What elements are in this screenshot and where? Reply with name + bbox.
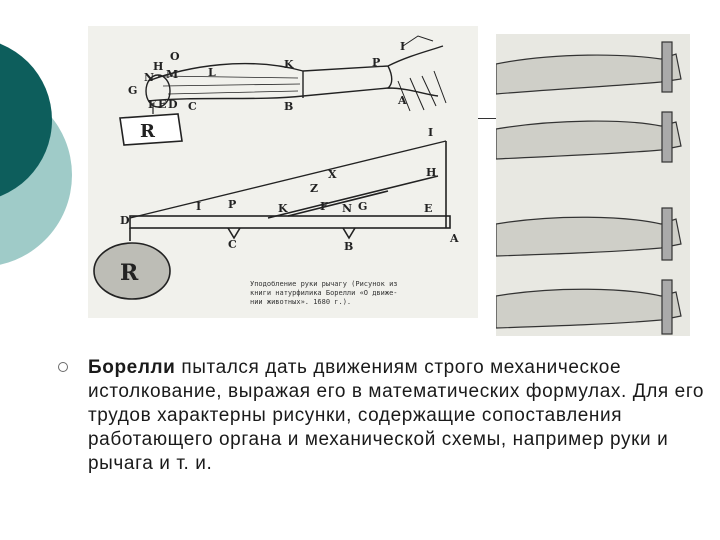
bullet-body: пытался дать движениям строго механическое истолкование, выражая его в математических формулах. Для его трудов характерны рисунки, содержащие сопоставления работающего органа и механической схемы, например руки и рычага и т. и. (88, 357, 705, 474)
label-Z-bottom: Z (310, 182, 319, 195)
label-C-top: C (188, 100, 197, 113)
label-O-top: O (170, 50, 180, 63)
lever-schematic (130, 141, 450, 241)
figure-connector-line (478, 118, 496, 119)
label-F-bottom: F (320, 200, 328, 213)
label-K-top: K (284, 58, 294, 71)
label-I-bottom-right: I (428, 126, 434, 139)
forearm-drawing-3 (496, 208, 681, 260)
forearm-drawing-1 (496, 42, 681, 94)
label-N-top: N (144, 71, 155, 84)
label-I-top: I (400, 40, 406, 53)
label-D-top: D (168, 98, 178, 111)
forearm-drawing-2 (496, 112, 681, 162)
figure-caption: Уподобление руки рычагу (Рисунок из книги натурфилика Борелли «О движе- нии животных». 1680 г.). (250, 280, 398, 306)
label-C-bottom: C (228, 238, 237, 251)
label-A-top: A (398, 94, 407, 107)
label-N-bottom: N (342, 202, 353, 215)
weight-label-bottom: R (120, 260, 139, 286)
label-H-bottom: H (426, 166, 437, 179)
forearm-drawing-4 (496, 280, 681, 334)
label-G-top: G (128, 84, 138, 97)
label-E-bottom: E (424, 202, 433, 215)
weight-block (120, 114, 182, 145)
arm-lever-figure (88, 26, 478, 318)
label-G-bottom: G (358, 200, 368, 213)
bullet-ring-icon (58, 362, 68, 372)
label-P-bottom: P (228, 198, 237, 211)
bullet-lead-name: Борелли (88, 357, 176, 378)
label-B-bottom: B (344, 240, 354, 253)
label-L-top: L (208, 66, 216, 79)
forearm-illustrations (496, 34, 690, 336)
label-K-bottom: K (278, 202, 288, 215)
bullet-paragraph (88, 356, 708, 476)
label-F-top: F (148, 98, 156, 111)
label-M-top: M (166, 68, 179, 81)
label-X-bottom: X (328, 168, 337, 181)
label-D-bottom: D (120, 214, 130, 227)
label-P-top: P (372, 56, 381, 69)
label-H-top: H (153, 60, 164, 73)
weight-label-top: R (140, 121, 155, 142)
label-I-bottom: I (196, 200, 202, 213)
weight-ball (94, 243, 170, 299)
label-A-bottom: A (450, 232, 459, 245)
label-E-top: E (158, 98, 167, 111)
label-B-top: B (284, 100, 294, 113)
decorative-circles (0, 0, 100, 540)
